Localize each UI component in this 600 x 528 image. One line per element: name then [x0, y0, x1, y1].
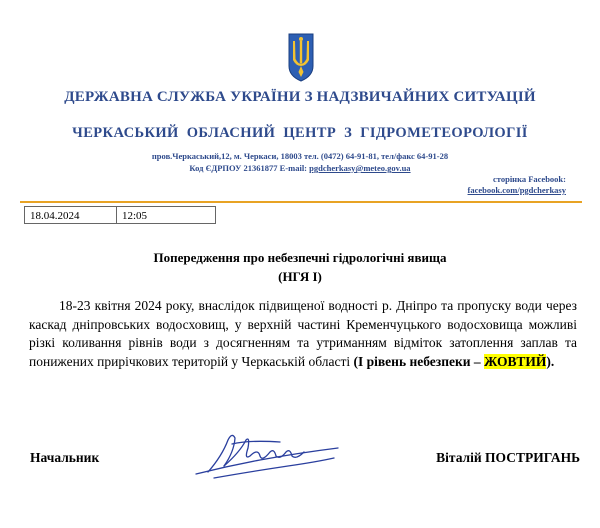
- time-field: 12:05: [117, 206, 216, 224]
- danger-level-prefix: (І рівень небезпеки –: [353, 353, 485, 369]
- organization-name: ДЕРЖАВНА СЛУЖБА УКРАЇНИ З НАДЗВИЧАЙНИХ СИТУАЦІЙ: [64, 89, 536, 105]
- signer-position: Начальник: [30, 450, 100, 465]
- document-subtitle: (НГЯ I): [278, 269, 322, 284]
- date-field: 18.04.2024: [24, 206, 117, 224]
- email-link[interactable]: pgdcherkasy@meteo.gov.ua: [309, 163, 411, 173]
- danger-level: [354, 354, 555, 369]
- danger-level-suffix: ).: [546, 353, 555, 369]
- contact-line: [0, 163, 600, 173]
- facebook-block: [468, 174, 566, 196]
- signer-name: Віталій ПОСТРИГАНЬ: [436, 450, 580, 465]
- address-line: пров.Черкаський,12, м. Черкаси, 18003 тел. (0472) 64-91-81, тел/факс 64-91-28: [151, 151, 449, 161]
- facebook-link[interactable]: facebook.com/pgdcherkasy: [467, 185, 566, 195]
- document-title: Попередження про небезпечні гідрологічні явища: [153, 250, 447, 265]
- coat-of-arms-icon: [288, 32, 314, 82]
- center-name: ЧЕРКАСЬКИЙ ОБЛАСНИЙ ЦЕНТР З ГІДРОМЕТЕОРОЛОГІЇ: [72, 125, 528, 141]
- header-divider: [20, 201, 582, 203]
- edrpou-code: Код ЄДРПОУ 21361877 E-mail:: [189, 163, 310, 173]
- facebook-label: сторінка Facebook:: [493, 174, 566, 184]
- danger-level-value: ЖОВТИЙ: [484, 353, 547, 369]
- handwritten-signature: [188, 426, 348, 486]
- warning-text: [29, 297, 577, 371]
- warning-body: 18-23 квітня 2024 року, внаслідок підвищеної водності р. Дніпро та пропуску води через каскад дніпровських водосховищ, у верхній частині Кременчуцького водосховища можливі різкі коливання рівнів води з досягненням та утриманням відміток затоплення заплав та понижених прирічкових територій у Черкаській області: [29, 298, 577, 369]
